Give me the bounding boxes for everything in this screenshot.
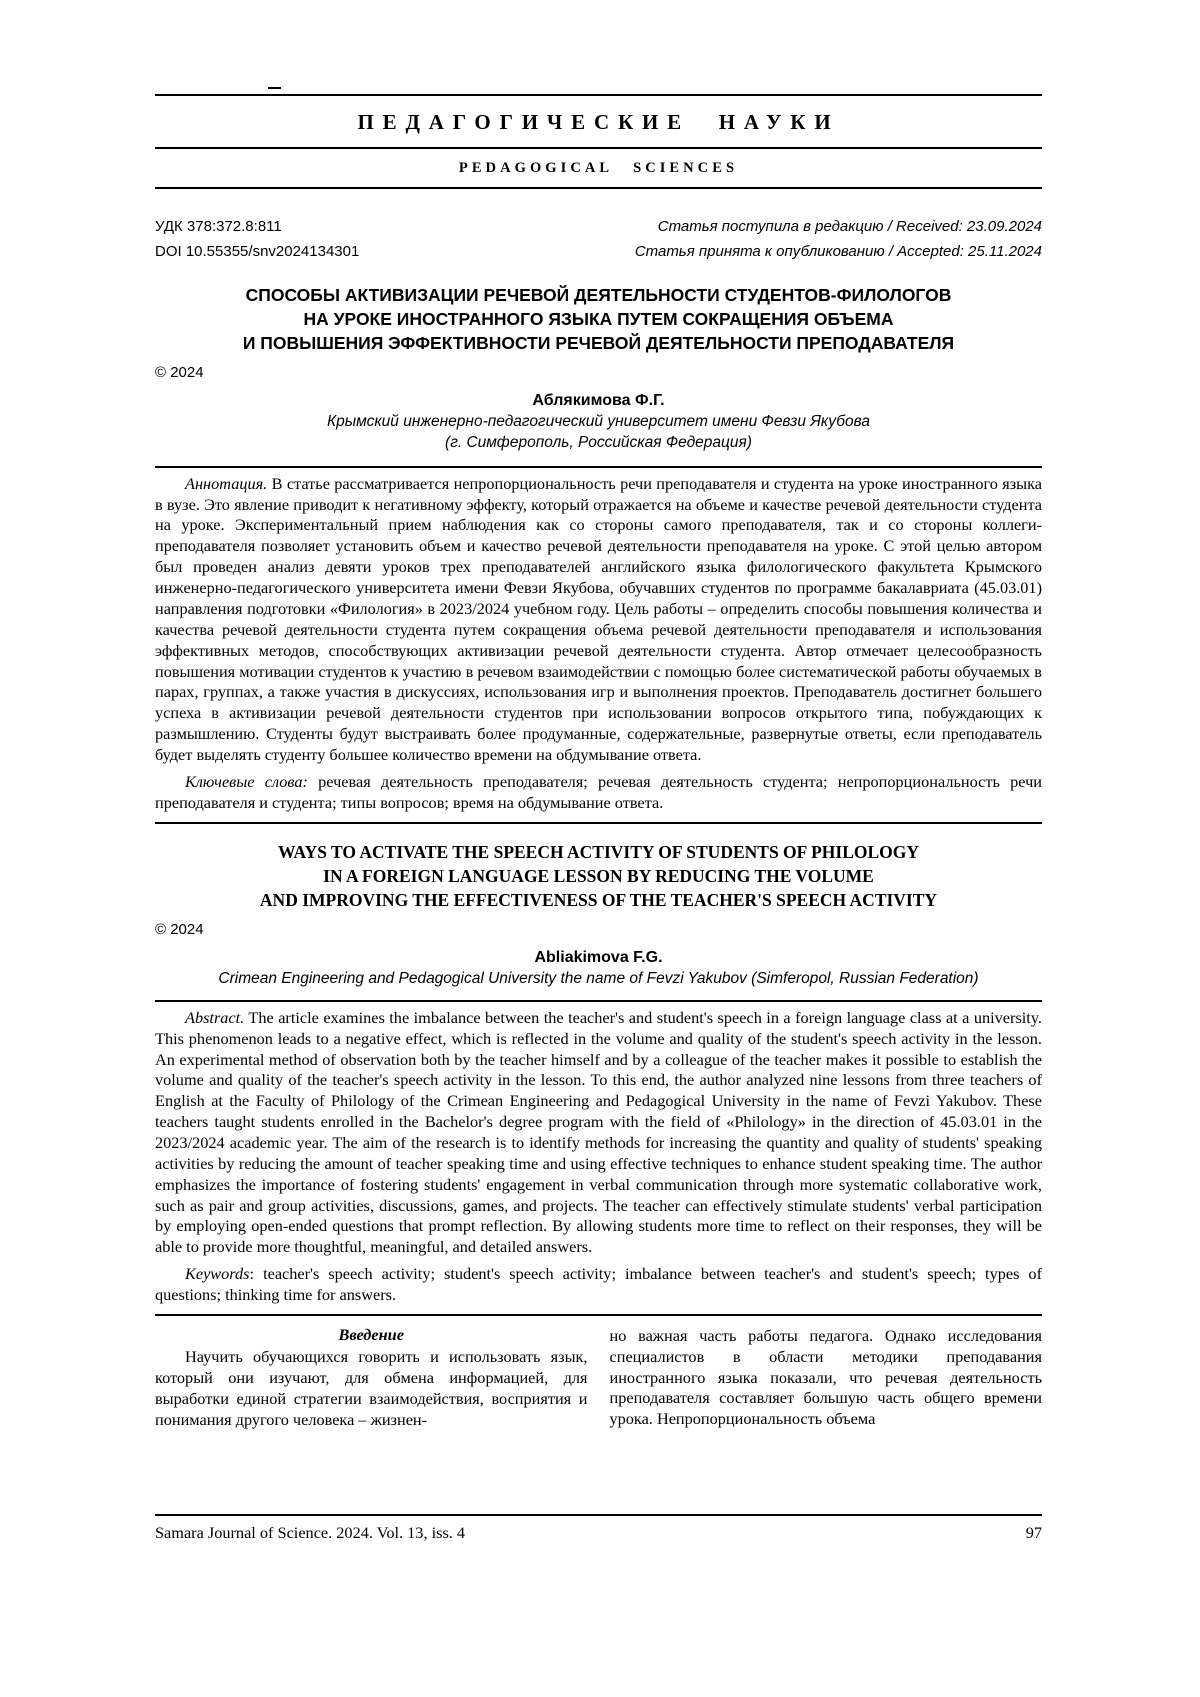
copyright-en: © 2024 (155, 920, 204, 938)
section-heading-ru: ПЕДАГОГИЧЕСКИЕ НАУКИ (357, 110, 840, 134)
article-meta (155, 215, 1042, 265)
keywords-ru-text: речевая деятельность преподавателя; речевая деятельность студента; непропорциональность речи преподавателя и студента; типы вопросов; время на обдумывание ответа. (155, 771, 1042, 812)
doi-code: DOI 10.55355/snv2024134301 (155, 242, 360, 260)
article-title-en-line-2: IN A FOREIGN LANGUAGE LESSON BY REDUCING THE VOLUME (323, 865, 874, 886)
udk-code: УДК 378:372.8:811 (155, 218, 282, 235)
author-name-ru: Аблякимова Ф.Г. (532, 391, 665, 409)
article-title-en-line-3: AND IMPROVING THE EFFECTIVENESS OF THE TEACHER'S SPEECH ACTIVITY (259, 889, 938, 910)
affiliation-en: Crimean Engineering and Pedagogical University the name of Fevzi Yakubov (Simferopol, Russian Federation) (218, 969, 979, 987)
intro-heading: Введение (338, 1324, 404, 1344)
affiliation-ru-line-1: Крымский инженерно-педагогический университет имени Февзи Якубова (326, 412, 870, 430)
article-title-en (155, 840, 1042, 912)
body-column-right (610, 1324, 1043, 1431)
article-title-ru-line-2: НА УРОКЕ ИНОСТРАННОГО ЯЗЫКА ПУТЕМ СОКРАЩЕНИЯ ОБЪЕМА (303, 308, 894, 329)
abstract-ru (155, 474, 1042, 766)
accepted-date: Статья принята к опубликованию / Accepted: 25.11.2024 (634, 242, 1042, 260)
article-meta-right (635, 215, 1042, 265)
abstract-en-text: The article examines the imbalance between the teacher's and student's speech in a foreign language class at a university. This phenomenon leads to a negative effect, which is reflected in the volume and quality of the student's speech activity in the lesson. An experimental method of observation both by the teacher himself and by a colleague of the teacher makes it possible to establish the volume and quality of the teacher's speech activity in the lesson. To this end, the author analyzed nine lessons from three teachers of English at the Faculty of Philology of the Crimean Engineering and Pedagogical University in the name of Fevzi Yakubov. These teachers taught students enrolled in the Bachelor's degree program with the field of «Philology» in the direction of 45.03.01 in the 2023/2024 academic year. The aim of the research is to identify methods for increasing the quantity and quality of students' speaking activities by reducing the amount of teacher speaking time and using effective techniques to enhance student speaking time. The author emphasizes the importance of fostering students' engagement in verbal communication through more systematic collaborative work, such as pair and group activities, discussions, games, and projects. The teacher can effectively stimulate students' verbal participation by employing open-ended questions that prompt reflection. By allowing students more time to reflect on their responses, they will be able to provide more thoughtful, meaningful, and detailed answers. (155, 1007, 1042, 1257)
page-number: 97 (1025, 1523, 1042, 1542)
abstract-en-label: Abstract. (185, 1007, 245, 1027)
rule-before-body (155, 1314, 1042, 1316)
rule-before-abstract-en (155, 1000, 1042, 1002)
keywords-en-text: : teacher's speech activity; student's speech activity; imbalance between teacher's and student's speech; types of questions; thinking time for answers. (155, 1264, 1042, 1305)
article-title-ru-line-3: И ПОВЫШЕНИЯ ЭФФЕКТИВНОСТИ РЕЧЕВОЙ ДЕЯТЕЛЬНОСТИ ПРЕПОДАВАТЕЛЯ (242, 332, 955, 353)
keywords-en (155, 1264, 1042, 1306)
two-column-body (155, 1324, 1042, 1431)
keywords-ru-label: Ключевые слова: (185, 771, 308, 791)
journal-name: Samara Journal of Science. 2024. Vol. 13, iss. 4 (155, 1523, 466, 1542)
page-footer (155, 1514, 1042, 1543)
affiliation-ru (155, 412, 1042, 454)
article-title-en-line-1: WAYS TO ACTIVATE THE SPEECH ACTIVITY OF STUDENTS OF PHILOLOGY (277, 841, 920, 862)
article-title-ru (155, 283, 1042, 355)
rule-under-section-en (155, 187, 1042, 189)
rule-before-abstract-ru (155, 466, 1042, 468)
scan-artifact-mark (268, 87, 281, 89)
article-title-ru-line-1: СПОСОБЫ АКТИВИЗАЦИИ РЕЧЕВОЙ ДЕЯТЕЛЬНОСТИ СТУДЕНТОВ-ФИЛОЛОГОВ (245, 284, 952, 305)
section-heading-en: PEDAGOGICAL SCIENCES (458, 160, 739, 176)
received-date: Статья поступила в редакцию / Received: 23.09.2024 (657, 218, 1042, 235)
affiliation-ru-line-2: (г. Симферополь, Российская Федерация) (445, 433, 752, 451)
body-column-left (155, 1324, 588, 1431)
abstract-ru-label: Аннотация. (185, 473, 268, 493)
abstract-ru-text: В статье рассматривается непропорциональность речи преподавателя и студента на уроке иностранного языка в вузе. Это явление приводит к негативному эффекту, который отражается на объеме и качестве речевой деятельности студента на уроке. Экспериментальный прием наблюдения как со стороны самого преподавателя, так и со стороны коллеги-преподавателя позволяет установить объем и качество речевой деятельности преподавателя на уроке. С этой целью автором был проведен анализ девяти уроков трех преподавателей английского языка филологического факультета Крымского инженерно-педагогического университета имени Февзи Якубова, обучавших студентов по программе бакалавриата (45.03.01) направления подготовки «Филология» в 2023/2024 учебном году. Цель работы – определить способы повышения количества и качества речевой деятельности студента путем сокращения объема речевой деятельности преподавателя и использования эффективных методов, способствующих активизации речевой деятельности студента. Автор отмечает целесообразность повышения мотивации студентов к участию в речевом взаимодействии с помощью более систематической работы обучаемых в парах, группах, а также участия в дискуссиях, использования игр и выполнения проектов. Преподаватель достигнет большего успеха в активизации речевой деятельности студентов при использовании вопросов открытого типа, побуждающих к размышлению. Студенты будут выстраивать более продуманные, содержательные, развернутые ответы, если преподаватель будет выделять студенту большее количество времени на обдумывание ответа. (155, 473, 1042, 764)
article-meta-left (155, 215, 359, 265)
author-name-en: Abliakimova F.G. (534, 948, 663, 966)
copyright-ru: © 2024 (155, 363, 204, 381)
intro-paragraph-right: но важная часть работы педагога. Однако исследования специалистов в области методики преподавания иностранного языка показали, что речевая деятельность преподавателя составляет большую часть общего времени урока. Непропорциональность объема (609, 1325, 1042, 1429)
intro-paragraph-left: Научить обучающихся говорить и использовать язык, который они изучают, для обмена информацией, для выработки единой стратегии взаимодействия, восприятия и понимания другого человека – жизнен- (155, 1347, 588, 1429)
rule-after-keywords-ru (155, 822, 1042, 824)
keywords-en-label: Keywords (185, 1264, 250, 1284)
abstract-en (155, 1008, 1042, 1258)
keywords-ru (155, 772, 1042, 814)
